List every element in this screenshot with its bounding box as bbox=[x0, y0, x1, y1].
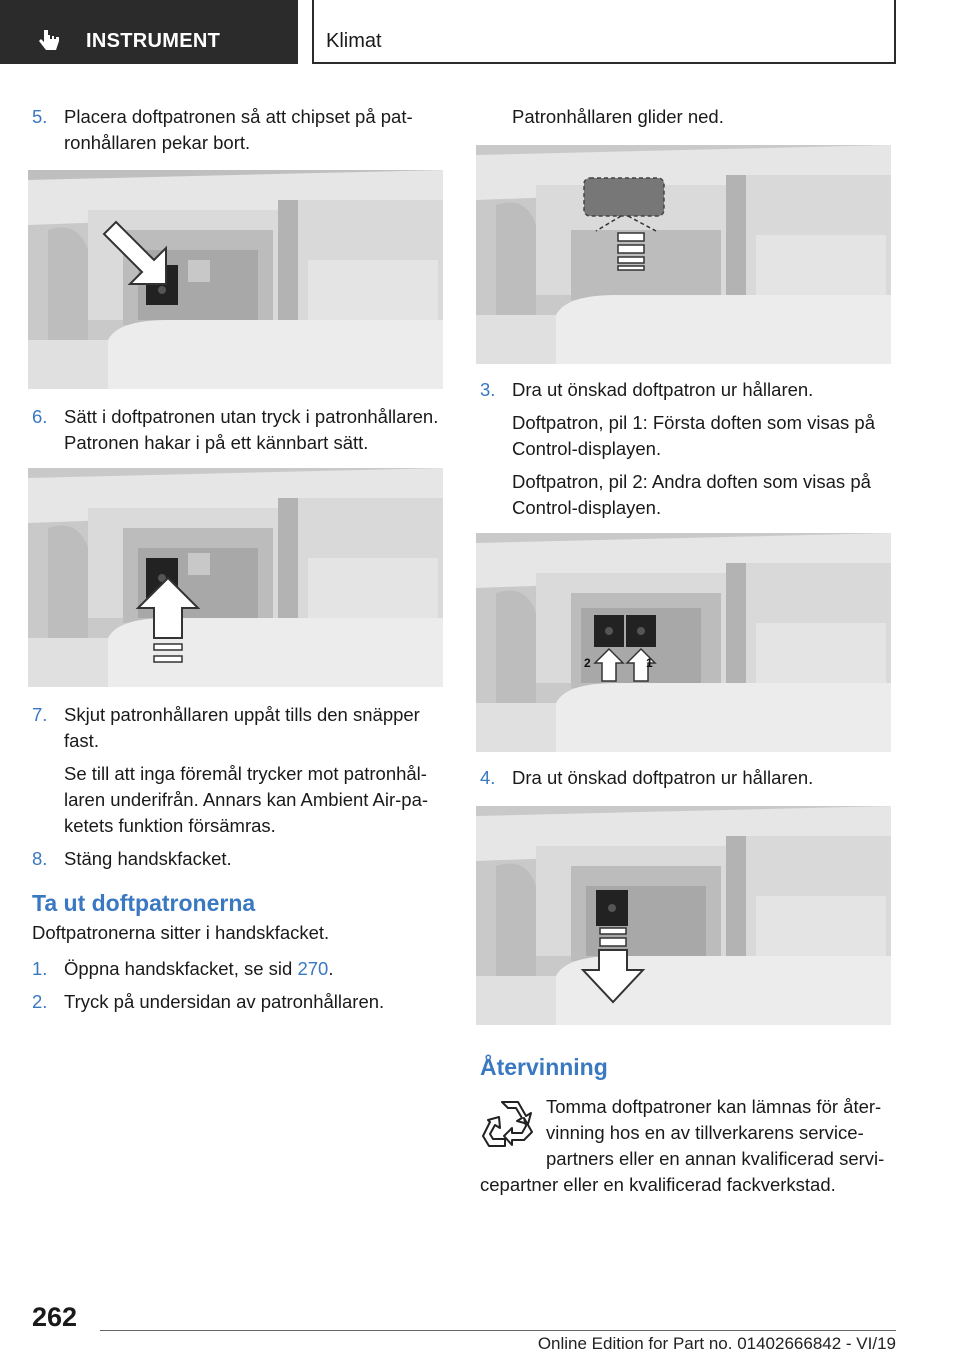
step-text: Dra ut önskad doftpatron ur hållaren. bbox=[512, 767, 814, 788]
section-label: Klimat bbox=[326, 30, 382, 52]
section-remove-cartridges bbox=[32, 888, 452, 1015]
step-1 bbox=[32, 956, 452, 982]
step-text: Tryck på undersidan av patronhållaren. bbox=[64, 991, 385, 1012]
section-recycling bbox=[480, 1052, 900, 1198]
step-number: 3. bbox=[480, 379, 496, 400]
figure-cartridge-clicks bbox=[28, 468, 443, 687]
step-3 bbox=[480, 377, 900, 521]
figure-pull-out-cartridge bbox=[476, 806, 891, 1025]
step-4 bbox=[480, 765, 900, 791]
recycling-line: vinning hos en av tillverkarens service- bbox=[546, 1122, 864, 1143]
edition-text: Online Edition for Part no. 01402666842 - VI/19 bbox=[537, 1334, 896, 1353]
step-note: laren underifrån. Annars kan Ambient Air-pa- bbox=[64, 789, 429, 810]
step-text: Dra ut önskad doftpatron ur hållaren. bbox=[512, 379, 814, 400]
step-number: 6. bbox=[32, 406, 48, 427]
figure-insert-cartridge bbox=[28, 170, 443, 389]
step-note: ketets funktion försämras. bbox=[64, 815, 276, 836]
step-note: Control-displayen. bbox=[512, 438, 662, 459]
chapter-tab[interactable] bbox=[0, 0, 298, 64]
page-link[interactable]: 270 bbox=[297, 958, 329, 979]
step-note: Control-displayen. bbox=[512, 497, 662, 518]
step-5 bbox=[32, 104, 452, 156]
step-text: ronhållaren pekar bort. bbox=[64, 132, 251, 153]
step-6 bbox=[32, 404, 452, 456]
recycling-line: Tomma doftpatroner kan lämnas för åter- bbox=[546, 1096, 882, 1117]
recycling-text bbox=[480, 1094, 900, 1172]
step-note: Doftpatron, pil 2: Andra doften som visas på bbox=[512, 471, 871, 492]
page-number: 262 bbox=[32, 1302, 78, 1332]
section-title: Återvinning bbox=[480, 1054, 608, 1080]
figure-holder-slides-down bbox=[476, 145, 891, 364]
section-title: Ta ut doftpatronerna bbox=[32, 890, 256, 916]
step-text: Patronhållaren glider ned. bbox=[512, 106, 724, 127]
chapter-label: INSTRUMENT bbox=[86, 30, 221, 52]
arrow-label-2: 2 bbox=[584, 656, 591, 670]
step-text: Stäng handskfacket. bbox=[64, 848, 232, 869]
step-text: Placera doftpatronen så att chipset på pat- bbox=[64, 106, 413, 127]
section-intro: Doftpatronerna sitter i handskfacket. bbox=[32, 922, 330, 943]
recycling-icon bbox=[482, 1096, 538, 1148]
step-number: 1. bbox=[32, 958, 48, 979]
step-text: . bbox=[328, 958, 334, 979]
step-number: 5. bbox=[32, 106, 48, 127]
step-number: 2. bbox=[32, 991, 48, 1012]
section-header bbox=[312, 0, 896, 64]
arrow-label-1: 1 bbox=[646, 656, 653, 670]
step-note: Se till att inga föremål trycker mot patronhål- bbox=[64, 763, 427, 784]
recycling-line: partners eller en annan kvalificerad servi- bbox=[546, 1148, 885, 1169]
step-8 bbox=[32, 846, 452, 872]
step-text: Sätt i doftpatronen utan tryck i patronhållaren. bbox=[64, 406, 439, 427]
step-note: Doftpatron, pil 1: Första doften som visas på bbox=[512, 412, 875, 433]
step-number: 7. bbox=[32, 704, 48, 725]
step-text: Öppna handskfacket, se sid bbox=[64, 958, 298, 979]
step-number: 4. bbox=[480, 767, 496, 788]
step-text: Skjut patronhållaren uppåt tills den snäpper bbox=[64, 704, 420, 725]
step-2-continued bbox=[480, 104, 900, 130]
step-7 bbox=[32, 702, 452, 872]
hand-pointer-icon bbox=[38, 28, 62, 54]
step-text: fast. bbox=[64, 730, 99, 751]
recycling-line: cepartner eller en kvalificerad fackverkstad. bbox=[480, 1174, 836, 1195]
step-2 bbox=[32, 989, 452, 1015]
step-number: 8. bbox=[32, 848, 48, 869]
footer-divider bbox=[100, 1330, 896, 1331]
step-text: Patronen hakar i på ett kännbart sätt. bbox=[64, 432, 369, 453]
figure-cartridges-arrows bbox=[476, 533, 891, 752]
